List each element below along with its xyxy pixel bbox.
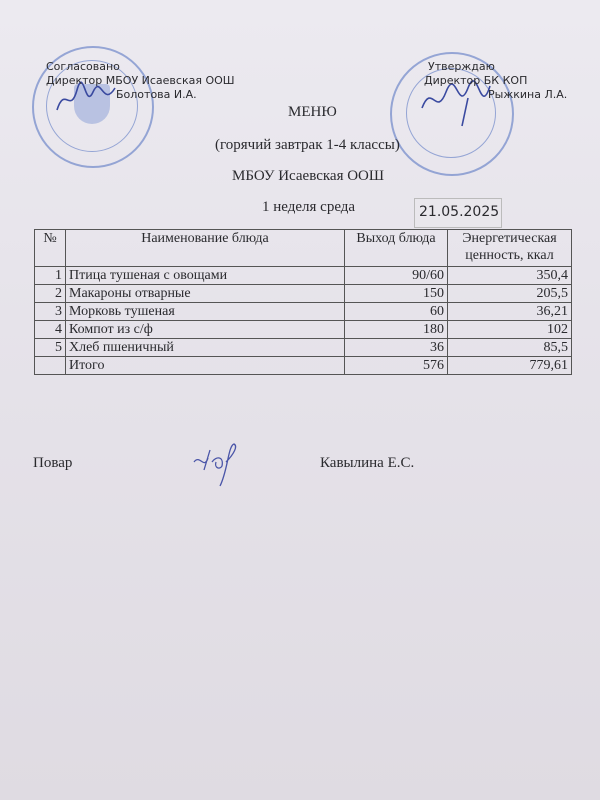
table-total-row — [35, 357, 572, 375]
date-field: 21.05.2025 — [414, 198, 502, 228]
dish-yield: 150 — [345, 285, 448, 303]
dish-kcal: 205,5 — [448, 285, 572, 303]
dish-kcal: 102 — [448, 321, 572, 339]
dish-kcal: 36,21 — [448, 303, 572, 321]
col-dish-name: Наименование блюда — [66, 230, 345, 267]
approval-left-name: Болотова И.А. — [116, 88, 197, 101]
approval-right-name: Рыжкина Л.А. — [488, 88, 568, 101]
col-energy: Энергетическая ценность, ккал — [448, 230, 572, 267]
row-number: 3 — [35, 303, 66, 321]
dish-kcal: 85,5 — [448, 339, 572, 357]
total-label: Итого — [66, 357, 345, 375]
row-number: 1 — [35, 267, 66, 285]
approval-left-label: Согласовано — [46, 60, 120, 73]
approval-right-label: Утверждаю — [428, 60, 495, 73]
row-number: 4 — [35, 321, 66, 339]
approval-right-position: Директор БК КОП — [424, 74, 528, 87]
table-row — [35, 303, 572, 321]
cook-role: Повар — [33, 455, 73, 471]
row-number: 5 — [35, 339, 66, 357]
row-number: 2 — [35, 285, 66, 303]
approval-right — [420, 60, 567, 102]
col-number: № — [35, 230, 66, 267]
dish-name: Морковь тушеная — [66, 303, 345, 321]
menu-table — [34, 229, 572, 375]
dish-name: Хлеб пшеничный — [66, 339, 345, 357]
dish-yield: 90/60 — [345, 267, 448, 285]
document-subtitle: (горячий завтрак 1-4 классы) — [215, 137, 400, 153]
dish-yield: 180 — [345, 321, 448, 339]
table-header-row — [35, 230, 572, 267]
dish-name: Макароны отварные — [66, 285, 345, 303]
document-title: МЕНЮ — [288, 104, 337, 120]
dish-name: Птица тушеная с овощами — [66, 267, 345, 285]
table-row — [35, 285, 572, 303]
row-number-empty — [35, 357, 66, 375]
cook-name: Кавылина Е.С. — [320, 455, 415, 471]
table-row — [35, 267, 572, 285]
table-row — [35, 339, 572, 357]
school-name: МБОУ Исаевская ООШ — [232, 168, 385, 184]
table-row — [35, 321, 572, 339]
total-yield: 576 — [345, 357, 448, 375]
week-day: 1 неделя среда — [262, 199, 356, 215]
dish-yield: 36 — [345, 339, 448, 357]
dish-name: Компот из с/ф — [66, 321, 345, 339]
approval-left-position: Директор МБОУ Исаевская ООШ — [46, 74, 235, 87]
signature-cook — [190, 440, 250, 490]
col-yield: Выход блюда — [345, 230, 448, 267]
total-kcal: 779,61 — [448, 357, 572, 375]
dish-yield: 60 — [345, 303, 448, 321]
dish-kcal: 350,4 — [448, 267, 572, 285]
approval-left — [46, 60, 235, 102]
